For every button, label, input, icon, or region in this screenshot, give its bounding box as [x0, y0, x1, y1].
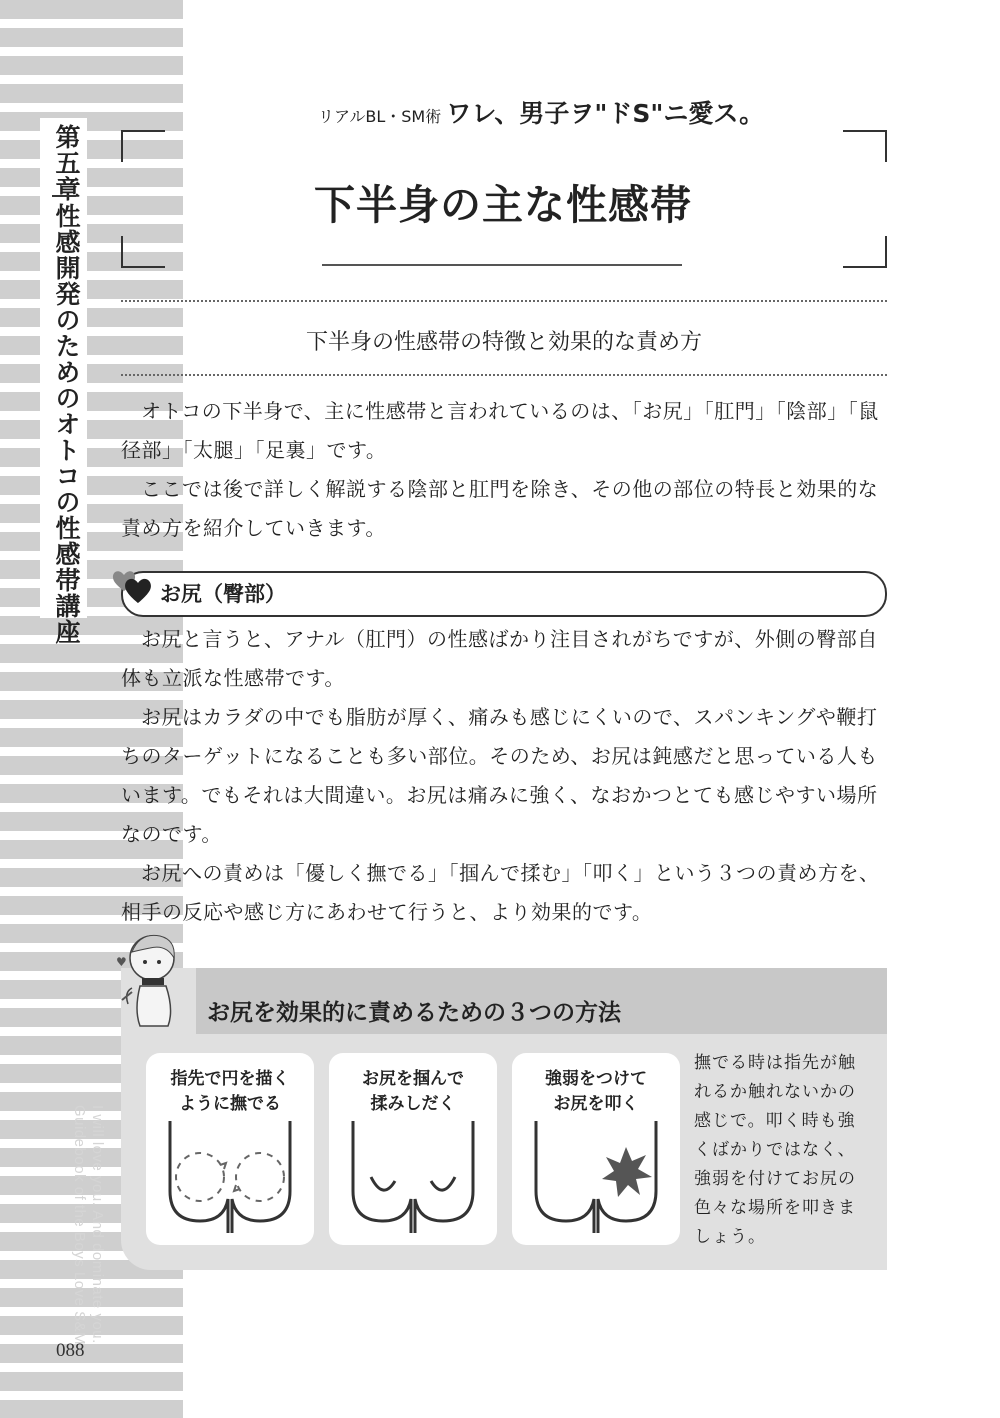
intro-paragraph: オトコの下半身で、主に性感帯と言われているのは、「お尻」「肛門」「陰部」「鼠径部」「太腿」「足裏」です。: [121, 399, 879, 462]
title-bracket-top-left: [121, 130, 165, 162]
svg-text:♥: ♥: [116, 955, 127, 969]
card-title-line: お尻を掴んで: [362, 1069, 464, 1089]
subtitle: 下半身の性感帯の特徴と効果的な責め方: [305, 330, 702, 355]
impact-burst-icon: [602, 1147, 652, 1197]
section-heading: お尻（臀部）: [160, 582, 286, 606]
body-paragraph: お尻はカラダの中でも脂肪が厚く、痛みも感じにくいので、スパンキングや鞭打ちのターゲットになることも多い部位。そのため、お尻は鈍感だと思っている人もいます。でもそれは大間違い。お尻は痛みに強く、なおかつとても感じやすい場所なのです。: [121, 705, 878, 846]
page-number: 088: [56, 1340, 85, 1361]
series-logo-big: ワレ、男子ヲ"ドS"ニ愛ス。: [446, 99, 765, 128]
card-title-line: 揉みしだく: [370, 1094, 456, 1114]
body-paragraph: お尻と言うと、アナル（肛門）の性感ばかり注目されがちですが、外側の臀部自体も立派な性感帯です。: [121, 627, 878, 690]
intro-paragraph: ここでは後で詳しく解説する陰部と肛門を除き、その他の部位の特長と効果的な責め方を紹介していきます。: [121, 477, 879, 540]
card-title-line: 強弱をつけて: [545, 1069, 647, 1089]
chapter-number: 第五章: [52, 124, 81, 202]
page-title: 下半身の主な性感帯: [314, 181, 692, 229]
tips-note: 撫でる時は指先が触れるか触れないかの感じで。叩く時も強くばかりではなく、強弱を付けてお尻の色々な場所を叩きましょう。: [694, 1053, 856, 1247]
body-paragraph: お尻への責めは「優しく撫でる」「掴んで揉む」「叩く」という３つの責め方を、相手の反応や感じ方にあわせて行うと、より効果的です。: [121, 861, 880, 924]
tips-panel-heading: お尻を効果的に責めるための３つの方法: [207, 1000, 621, 1026]
card-title: [146, 1067, 314, 1117]
series-logo: [318, 94, 764, 130]
buttocks-spank-illustration: [522, 1121, 670, 1233]
chapter-title: 性感開発のためのオトコの性感帯講座: [52, 203, 81, 645]
buttocks-grab-illustration: [339, 1121, 487, 1233]
dotted-rule-top: [121, 300, 887, 302]
card-title: [512, 1067, 680, 1117]
dotted-rule-bottom: [121, 374, 887, 376]
title-bracket-top-right: [843, 130, 887, 162]
buttocks-circle-arrows-illustration: [156, 1121, 304, 1233]
method-card-circle-stroke: [146, 1053, 314, 1245]
card-title-line: ように撫でる: [179, 1094, 281, 1114]
title-underline: [322, 264, 682, 266]
side-english-text: I will love you. And dominate you. Guidebook of the Boys Love S&M.: [71, 1105, 106, 1350]
method-card-grab-knead: [329, 1053, 497, 1245]
series-logo-small: リアルBL・SM術: [318, 107, 442, 126]
card-title: [329, 1067, 497, 1117]
method-card-spank: [512, 1053, 680, 1245]
card-title-line: 指先で円を描く: [170, 1069, 290, 1089]
mascot-character-illustration: [110, 930, 200, 1030]
title-bracket-bottom-left: [121, 236, 165, 268]
chapter-divider: [52, 195, 76, 197]
heart-icon: [110, 565, 158, 611]
card-title-line: お尻を叩く: [553, 1094, 639, 1114]
title-bracket-bottom-right: [843, 236, 887, 268]
